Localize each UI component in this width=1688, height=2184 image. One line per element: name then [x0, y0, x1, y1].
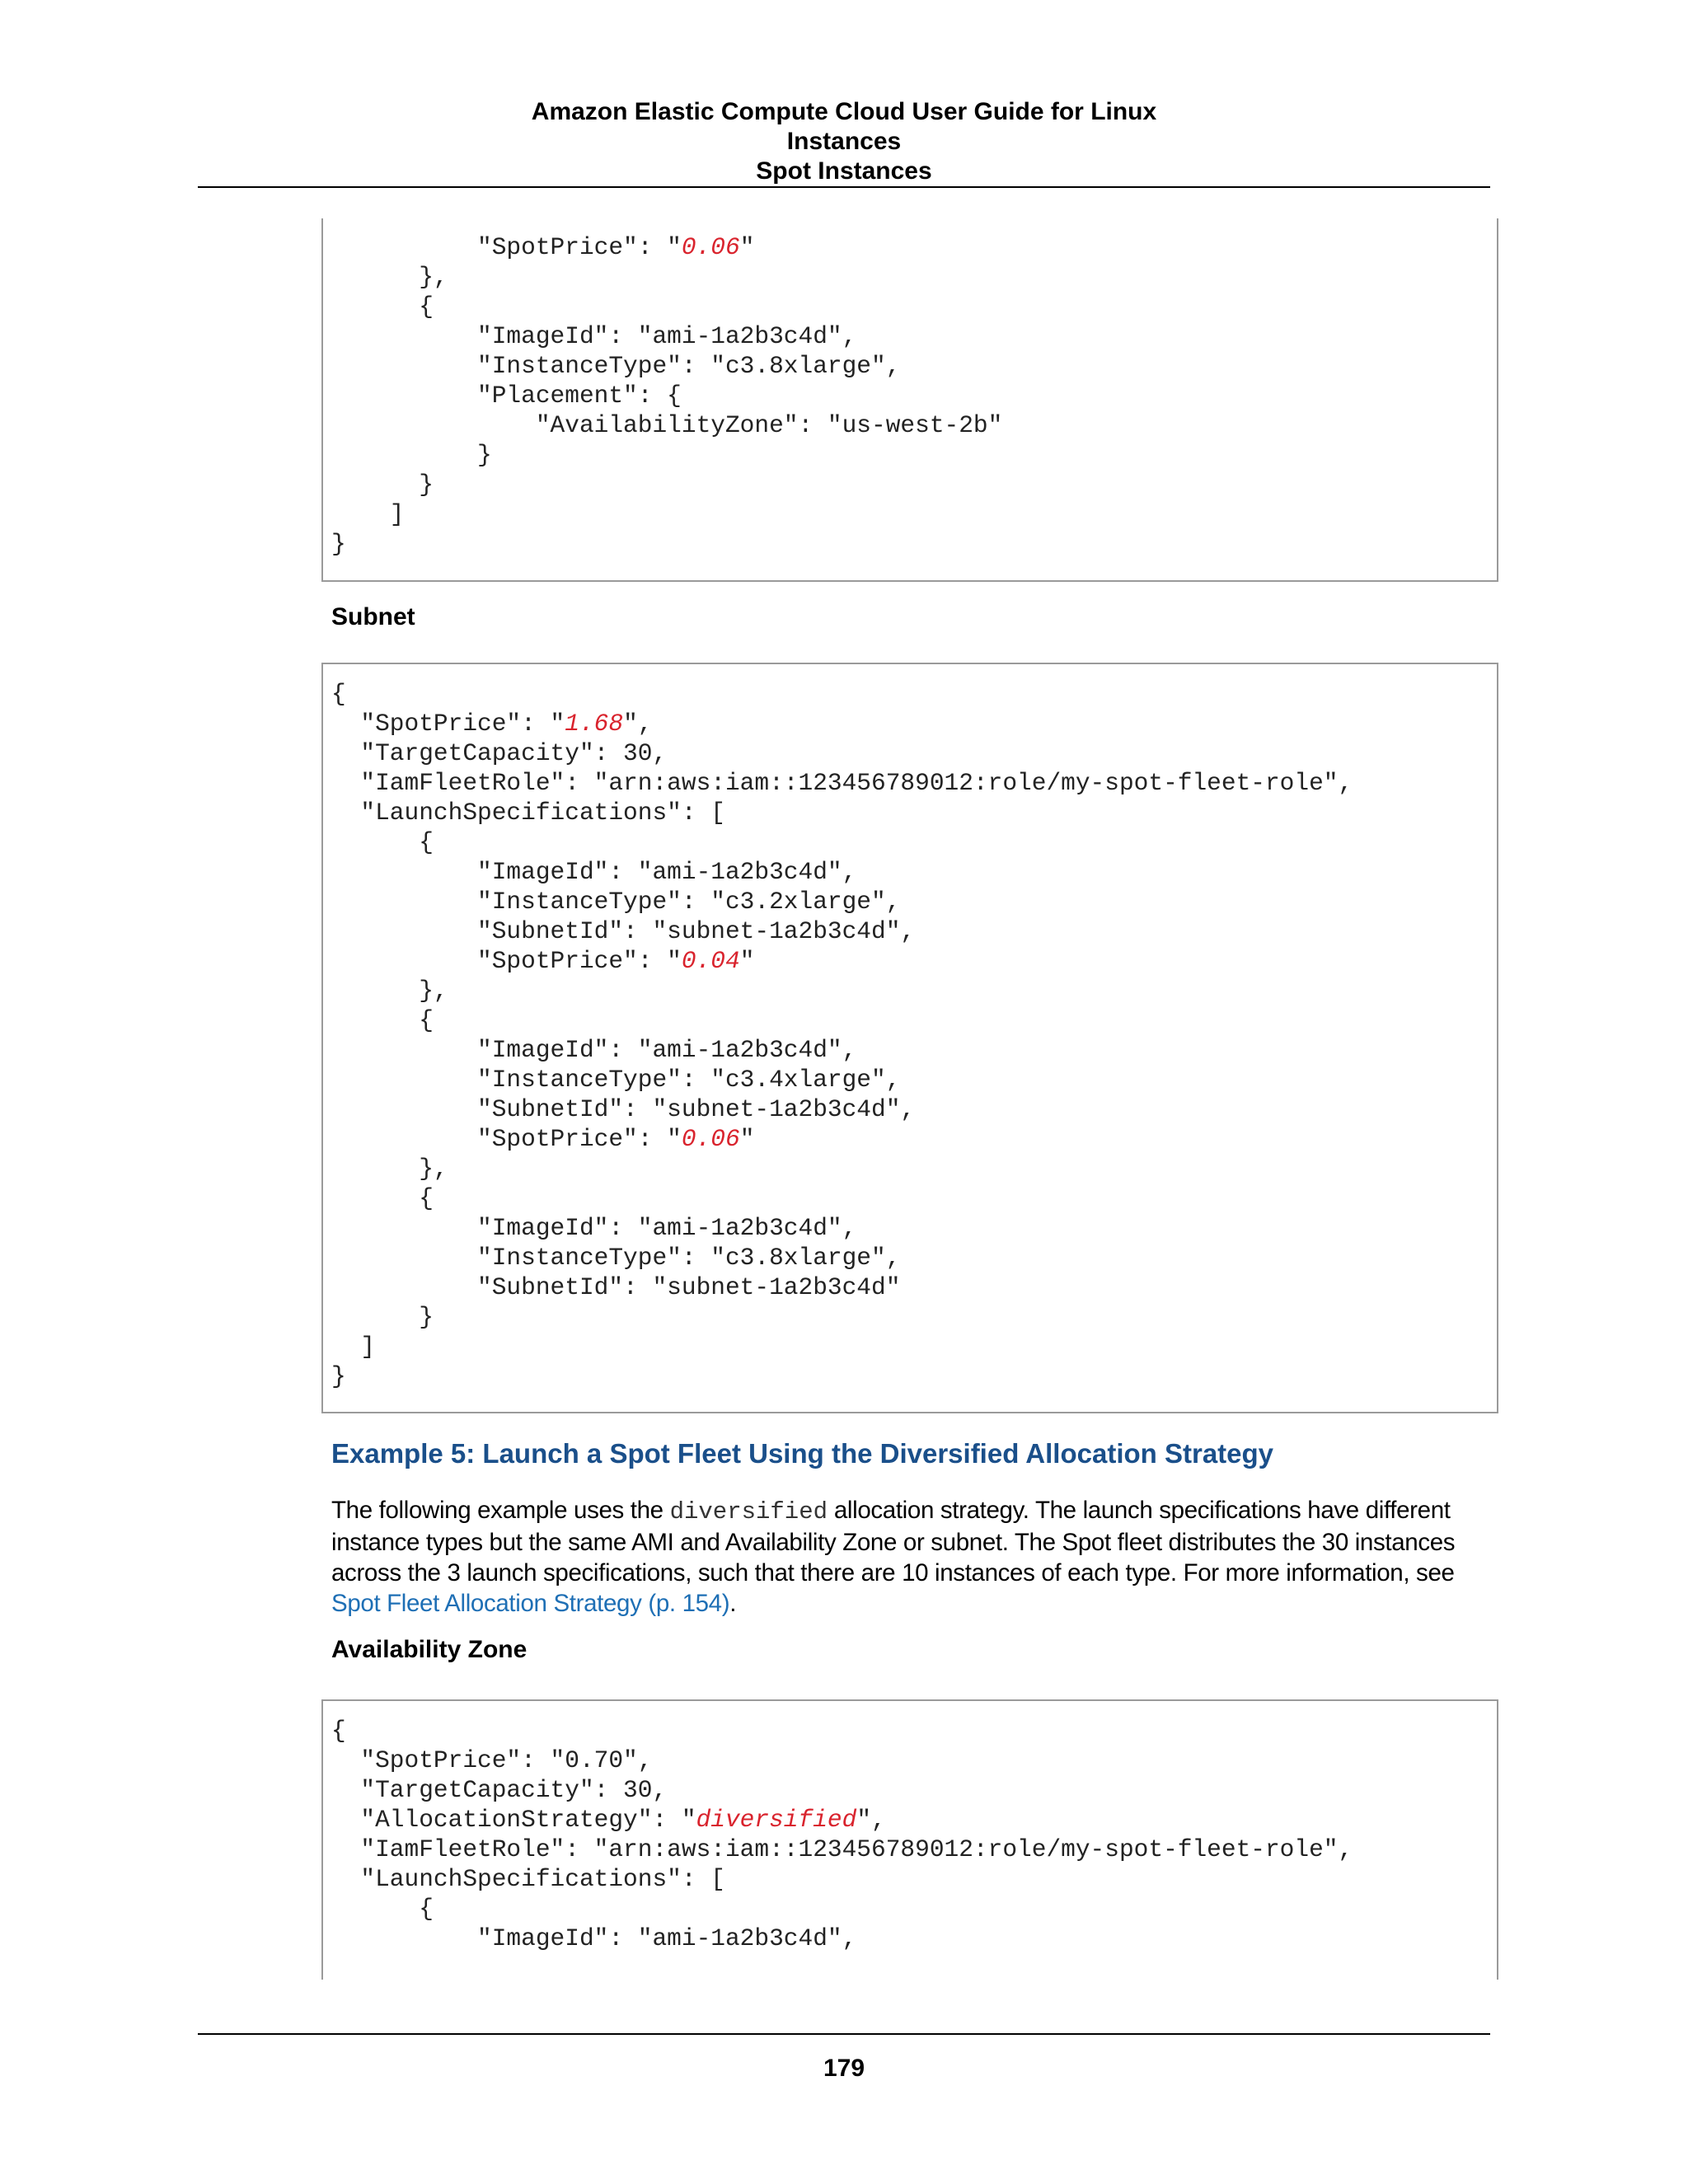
- code-line: [331, 738, 1497, 768]
- code-text: "InstanceType": "c3.8xlarge",: [331, 1244, 901, 1272]
- code-line: [331, 1124, 1497, 1154]
- code-line: [331, 916, 1497, 946]
- code-line: [331, 470, 1497, 499]
- code-text: ": [739, 947, 755, 975]
- code-line: [331, 1805, 1497, 1835]
- code-line: [331, 1361, 1497, 1391]
- code-text: "SubnetId": "subnet-1a2b3c4d",: [331, 1095, 916, 1123]
- code-text: }: [331, 471, 434, 499]
- code-line: [331, 1154, 1497, 1183]
- code-text: "ImageId": "ami-1a2b3c4d",: [331, 1036, 857, 1064]
- code-text: "InstanceType": "c3.4xlarge",: [331, 1066, 901, 1094]
- code-line: [331, 1302, 1497, 1332]
- code-line: [331, 1894, 1497, 1924]
- subnet-heading: Subnet: [331, 603, 415, 630]
- code-text: {: [331, 828, 434, 856]
- code-text: {: [331, 293, 434, 321]
- para-text-end: .: [729, 1590, 737, 1617]
- code-text: "TargetCapacity": 30,: [331, 739, 668, 767]
- code-placeholder: 0.04: [681, 947, 740, 975]
- page-number: 179: [823, 2055, 865, 2082]
- code-text: "AvailabilityZone": "us-west-2b": [331, 411, 1003, 439]
- code-text: ]: [331, 1333, 376, 1361]
- code-line: [331, 1035, 1497, 1065]
- header-title: Amazon Elastic Compute Cloud User Guide for Linux: [531, 98, 1157, 125]
- code-line: [331, 410, 1497, 440]
- code-line: [331, 798, 1497, 827]
- code-text: {: [331, 1895, 434, 1923]
- code-line: [331, 1005, 1497, 1035]
- code-text: ]: [331, 500, 405, 528]
- code-line: [331, 768, 1497, 798]
- code-text: ",: [623, 710, 653, 738]
- code-line: [331, 976, 1497, 1005]
- para-text-1: The following example uses the: [331, 1497, 670, 1524]
- code-text: "ImageId": "ami-1a2b3c4d",: [331, 1214, 857, 1242]
- code-text: "Placement": {: [331, 382, 682, 410]
- code-line: [331, 440, 1497, 470]
- code-text: }: [331, 530, 346, 558]
- code-text: "ImageId": "ami-1a2b3c4d",: [331, 858, 857, 886]
- code-text: "SubnetId": "subnet-1a2b3c4d",: [331, 917, 916, 945]
- header-rule: [198, 186, 1490, 188]
- code-text: "TargetCapacity": 30,: [331, 1776, 668, 1804]
- code-text: {: [331, 680, 346, 708]
- header-section: Spot Instances: [756, 157, 932, 185]
- code-text: },: [331, 263, 448, 291]
- code-text: "SpotPrice": ": [331, 710, 565, 738]
- code-line: [331, 1065, 1497, 1094]
- code-line: [331, 232, 1497, 262]
- inline-code: diversified: [669, 1498, 828, 1526]
- code-line: [331, 262, 1497, 292]
- code-line: [331, 1835, 1497, 1864]
- code-text: ": [739, 1125, 755, 1153]
- code-line: [331, 946, 1497, 976]
- code-text: "InstanceType": "c3.8xlarge",: [331, 352, 901, 380]
- code-text: },: [331, 977, 448, 1005]
- code-block-continued: [321, 218, 1498, 582]
- code-text: ",: [856, 1806, 886, 1834]
- code-text: "LaunchSpecifications": [: [331, 1865, 725, 1893]
- code-line: [331, 1864, 1497, 1894]
- code-line: [331, 1272, 1497, 1302]
- code-text: "SpotPrice": ": [331, 1125, 682, 1153]
- example-title: Example 5: Launch a Spot Fleet Using the Diversified Allocation Strategy: [331, 1438, 1274, 1469]
- code-line: [331, 679, 1497, 709]
- code-text: "SubnetId": "subnet-1a2b3c4d": [331, 1273, 901, 1301]
- code-text: {: [331, 1184, 434, 1212]
- code-text: "InstanceType": "c3.2xlarge",: [331, 888, 901, 916]
- code-line: [331, 499, 1497, 529]
- code-line: [331, 709, 1497, 738]
- code-block-subnet: [321, 663, 1498, 1413]
- code-placeholder: diversified: [696, 1806, 857, 1834]
- code-line: [331, 887, 1497, 916]
- code-line: [331, 1183, 1497, 1213]
- code-block-availability-zone: [321, 1699, 1498, 1980]
- example-description: [331, 1495, 1498, 1619]
- code-line: [331, 1716, 1497, 1746]
- code-text: }: [331, 441, 492, 469]
- code-text: "SpotPrice": ": [331, 947, 682, 975]
- code-text: "LaunchSpecifications": [: [331, 799, 725, 827]
- code-line: [331, 1775, 1497, 1805]
- code-placeholder: 0.06: [681, 233, 740, 261]
- code-text: }: [331, 1303, 434, 1331]
- code-line: [331, 351, 1497, 381]
- code-text: {: [331, 1717, 346, 1745]
- code-text: "IamFleetRole": "arn:aws:iam::123456789012:role/my-spot-fleet-role",: [331, 769, 1353, 797]
- footer-rule: [198, 2033, 1490, 2035]
- code-line: [331, 827, 1497, 857]
- allocation-strategy-link[interactable]: Spot Fleet Allocation Strategy (p. 154): [331, 1590, 730, 1617]
- code-line: [331, 1094, 1497, 1124]
- code-line: [331, 321, 1497, 351]
- code-line: [331, 381, 1497, 410]
- code-line: [331, 1213, 1497, 1243]
- code-line: [331, 1243, 1497, 1272]
- code-line: [331, 529, 1497, 559]
- availability-zone-heading: Availability Zone: [331, 1636, 528, 1663]
- code-line: [331, 292, 1497, 321]
- header-chapter: Instances: [786, 128, 902, 155]
- code-placeholder: 0.06: [681, 1125, 740, 1153]
- code-text: "ImageId": "ami-1a2b3c4d",: [331, 322, 857, 350]
- code-line: [331, 1332, 1497, 1361]
- code-text: "AllocationStrategy": ": [331, 1806, 696, 1834]
- code-text: {: [331, 1006, 434, 1034]
- code-text: "IamFleetRole": "arn:aws:iam::123456789012:role/my-spot-fleet-role",: [331, 1835, 1353, 1863]
- code-line: [331, 1924, 1497, 1953]
- code-line: [331, 857, 1497, 887]
- code-text: "SpotPrice": "0.70",: [331, 1746, 653, 1774]
- code-text: "ImageId": "ami-1a2b3c4d",: [331, 1924, 857, 1952]
- para-text-2: allocation strategy. The launch specifications have different instance types but the same AMI and Availability Zone or subnet. The Spot fleet distributes the 30 instances across the 3 launch specifications, such that there are 10 instances of each type. For more information, see: [331, 1497, 1456, 1586]
- code-text: }: [331, 1362, 346, 1390]
- code-text: "SpotPrice": ": [331, 233, 682, 261]
- code-line: [331, 1746, 1497, 1775]
- page-header: [198, 97, 1490, 186]
- code-placeholder: 1.68: [565, 710, 624, 738]
- code-text: ": [739, 233, 755, 261]
- code-text: },: [331, 1155, 448, 1183]
